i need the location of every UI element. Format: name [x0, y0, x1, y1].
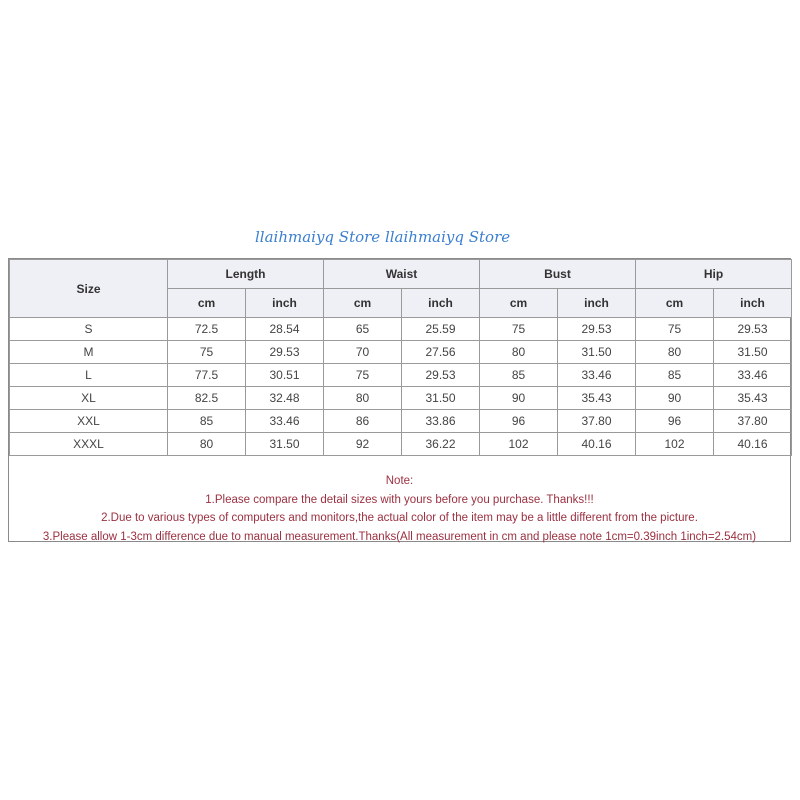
- value-cell: 31.50: [246, 433, 324, 456]
- value-cell: 102: [480, 433, 558, 456]
- notes-title: Note:: [385, 475, 414, 487]
- note-line: 1.Please compare the detail sizes with yours before you purchase. Thanks!!!: [205, 493, 594, 506]
- value-cell: 31.50: [558, 341, 636, 364]
- note-line: 3.Please allow 1-3cm difference due to manual measurement.Thanks(All measurement in cm and please note 1cm=0.39inch 1inch=2.54cm): [42, 530, 757, 543]
- value-cell: 80: [324, 387, 402, 410]
- value-cell: 31.50: [402, 387, 480, 410]
- value-cell: 29.53: [714, 318, 792, 341]
- table-row: [10, 341, 792, 364]
- value-cell: 31.50: [714, 341, 792, 364]
- value-cell: 27.56: [402, 341, 480, 364]
- value-cell: 28.54: [246, 318, 324, 341]
- value-cell: 33.86: [402, 410, 480, 433]
- value-cell: 75: [168, 341, 246, 364]
- value-cell: 29.53: [402, 364, 480, 387]
- value-cell: 29.53: [558, 318, 636, 341]
- table-row: [10, 410, 792, 433]
- size-cell: L: [10, 364, 168, 387]
- unit-header: inch: [558, 289, 636, 318]
- value-cell: 85: [636, 364, 714, 387]
- value-cell: 85: [480, 364, 558, 387]
- value-cell: 86: [324, 410, 402, 433]
- table-row: [10, 364, 792, 387]
- size-header: Size: [10, 260, 168, 318]
- value-cell: 90: [636, 387, 714, 410]
- unit-header: inch: [714, 289, 792, 318]
- notes: [9, 456, 790, 546]
- value-cell: 90: [480, 387, 558, 410]
- value-cell: 85: [168, 410, 246, 433]
- size-cell: M: [10, 341, 168, 364]
- value-cell: 77.5: [168, 364, 246, 387]
- value-cell: 33.46: [714, 364, 792, 387]
- value-cell: 33.46: [246, 410, 324, 433]
- group-header-bust: Bust: [480, 260, 636, 289]
- value-cell: 37.80: [558, 410, 636, 433]
- unit-header: cm: [324, 289, 402, 318]
- value-cell: 32.48: [246, 387, 324, 410]
- size-cell: XXL: [10, 410, 168, 433]
- value-cell: 37.80: [714, 410, 792, 433]
- value-cell: 96: [636, 410, 714, 433]
- value-cell: 96: [480, 410, 558, 433]
- value-cell: 80: [168, 433, 246, 456]
- value-cell: 33.46: [558, 364, 636, 387]
- value-cell: 75: [324, 364, 402, 387]
- value-cell: 36.22: [402, 433, 480, 456]
- size-cell: XL: [10, 387, 168, 410]
- table-row: [10, 387, 792, 410]
- value-cell: 92: [324, 433, 402, 456]
- size-chart: [8, 258, 791, 542]
- unit-header: cm: [636, 289, 714, 318]
- value-cell: 65: [324, 318, 402, 341]
- size-table: [9, 259, 792, 456]
- value-cell: 80: [636, 341, 714, 364]
- unit-header: inch: [246, 289, 324, 318]
- value-cell: 102: [636, 433, 714, 456]
- value-cell: 80: [480, 341, 558, 364]
- value-cell: 82.5: [168, 387, 246, 410]
- group-header-waist: Waist: [324, 260, 480, 289]
- group-header-length: Length: [168, 260, 324, 289]
- value-cell: 30.51: [246, 364, 324, 387]
- value-cell: 40.16: [558, 433, 636, 456]
- value-cell: 35.43: [558, 387, 636, 410]
- size-cell: S: [10, 318, 168, 341]
- unit-header: inch: [402, 289, 480, 318]
- value-cell: 25.59: [402, 318, 480, 341]
- value-cell: 35.43: [714, 387, 792, 410]
- value-cell: 75: [636, 318, 714, 341]
- note-line: 2.Due to various types of computers and monitors,the actual color of the item may be a little different from the picture.: [101, 512, 698, 524]
- value-cell: 72.5: [168, 318, 246, 341]
- unit-header: cm: [168, 289, 246, 318]
- value-cell: 29.53: [246, 341, 324, 364]
- value-cell: 40.16: [714, 433, 792, 456]
- unit-header: cm: [480, 289, 558, 318]
- table-row: [10, 318, 792, 341]
- table-row: [10, 433, 792, 456]
- size-cell: XXXL: [10, 433, 168, 456]
- value-cell: 70: [324, 341, 402, 364]
- watermark: llaihmaiyq Store llaihmaiyq Store: [255, 228, 511, 246]
- value-cell: 75: [480, 318, 558, 341]
- group-header-hip: Hip: [636, 260, 792, 289]
